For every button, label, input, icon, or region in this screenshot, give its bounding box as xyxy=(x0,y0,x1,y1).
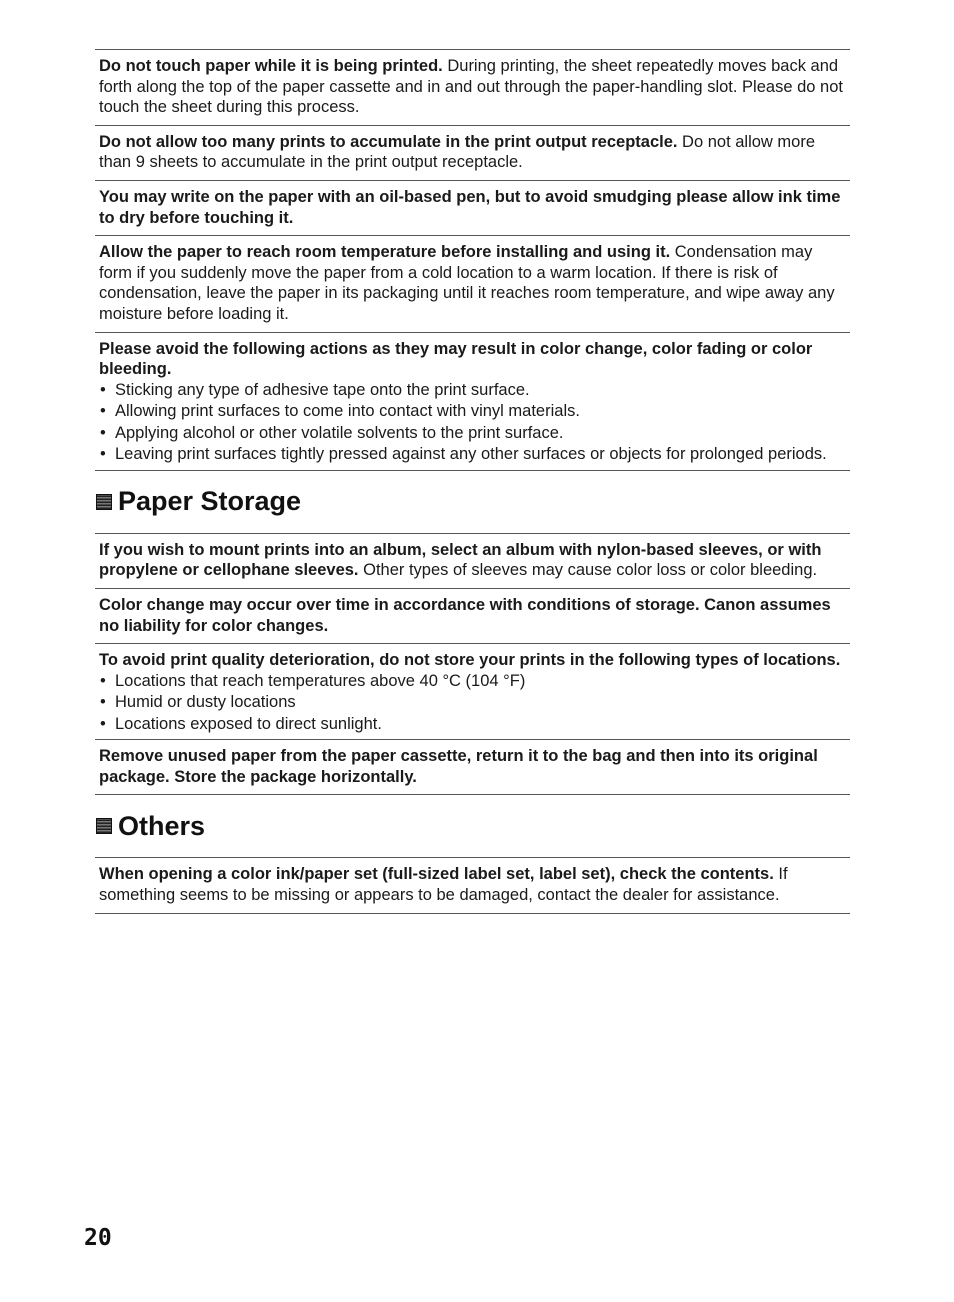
bullet-icon: • xyxy=(100,423,106,442)
note-lead: Color change may occur over time in accordance with conditions of storage. Canon assumes no liability for color changes. xyxy=(99,595,831,635)
section-heading-paper-storage xyxy=(95,471,850,533)
list-item-text: Leaving print surfaces tightly pressed against any other surfaces or objects for prolonged periods. xyxy=(115,445,827,464)
square-bullet-icon xyxy=(96,818,112,834)
note-lead: Remove unused paper from the paper cassette, return it to the bag and then into its original package. Store the package horizontally. xyxy=(99,747,818,786)
bullet-list xyxy=(99,671,846,736)
note-lead: You may write on the paper with an oil-based pen, but to avoid smudging please allow ink time to dry before touching it. xyxy=(99,187,841,227)
note-output-receptacle xyxy=(95,125,850,180)
note-body: If something seems to be missing or appears to be damaged, contact the dealer for assistance. xyxy=(99,865,788,904)
list-item xyxy=(99,671,846,693)
storage-note-album xyxy=(95,533,850,588)
list-item-text: Sticking any type of adhesive tape onto the print surface. xyxy=(115,380,530,399)
note-room-temperature xyxy=(95,235,850,331)
note-body: Do not allow more than 9 sheets to accumulate in the print output receptacle. xyxy=(99,132,816,172)
square-bullet-icon xyxy=(96,494,112,510)
bullet-icon: • xyxy=(100,445,106,464)
note-lead: Please avoid the following actions as they may result in color change, color fading or color bleeding. xyxy=(99,339,813,379)
note-body: During printing, the sheet repeatedly moves back and forth along the top of the paper cassette and in and out through the paper-handling slot. Please do not touch the sheet during this process. xyxy=(99,57,843,117)
others-note-contents xyxy=(95,857,850,913)
list-item xyxy=(99,380,846,402)
section-heading-others xyxy=(95,795,850,857)
section-title: Others xyxy=(118,810,206,841)
note-lead: Allow the paper to reach room temperature before installing and using it. xyxy=(99,243,671,262)
note-lead: If you wish to mount prints into an album, select an album with nylon-based sleeves, or with propylene or cellophane sleeves. xyxy=(99,540,822,580)
note-avoid-actions xyxy=(95,332,850,471)
list-item xyxy=(99,444,846,466)
list-item xyxy=(99,423,846,445)
list-item xyxy=(99,692,846,714)
list-item-text: Applying alcohol or other volatile solvents to the print surface. xyxy=(115,423,564,442)
storage-note-color-change xyxy=(95,588,850,643)
bullet-icon: • xyxy=(100,714,106,733)
bullet-icon: • xyxy=(100,693,106,712)
list-item-text: Locations that reach temperatures above 40 °C (104 °F) xyxy=(115,671,526,690)
bullet-icon: • xyxy=(100,402,106,421)
bullet-list xyxy=(99,380,846,466)
note-lead: Do not touch paper while it is being printed. xyxy=(99,57,443,75)
section-title: Paper Storage xyxy=(118,486,302,517)
note-lead: Do not allow too many prints to accumulate in the print output receptacle. xyxy=(99,132,678,151)
note-body: Other types of sleeves may cause color loss or color bleeding. xyxy=(358,561,818,580)
storage-note-unused-paper xyxy=(95,739,850,795)
note-lead: When opening a color ink/paper set (full-sized label set, label set), check the contents. xyxy=(99,865,774,884)
bullet-icon: • xyxy=(100,380,106,399)
page-content xyxy=(95,49,850,914)
list-item-text: Allowing print surfaces to come into contact with vinyl materials. xyxy=(115,402,580,421)
page-number: 20 xyxy=(84,1225,112,1251)
note-body: Condensation may form if you suddenly move the paper from a cold location to a warm location. If there is risk of condensation, leave the paper in its packaging until it reaches room temperature, and wipe away any moisture before loading it. xyxy=(99,243,835,323)
bullet-icon: • xyxy=(100,671,106,690)
list-item xyxy=(99,714,846,736)
note-do-not-touch xyxy=(95,49,850,125)
note-lead: To avoid print quality deterioration, do not store your prints in the following types of locations. xyxy=(99,651,841,670)
list-item-text: Humid or dusty locations xyxy=(115,693,296,712)
note-oil-based-pen xyxy=(95,180,850,235)
list-item-text: Locations exposed to direct sunlight. xyxy=(115,714,382,733)
list-item xyxy=(99,401,846,423)
storage-note-locations xyxy=(95,643,850,739)
